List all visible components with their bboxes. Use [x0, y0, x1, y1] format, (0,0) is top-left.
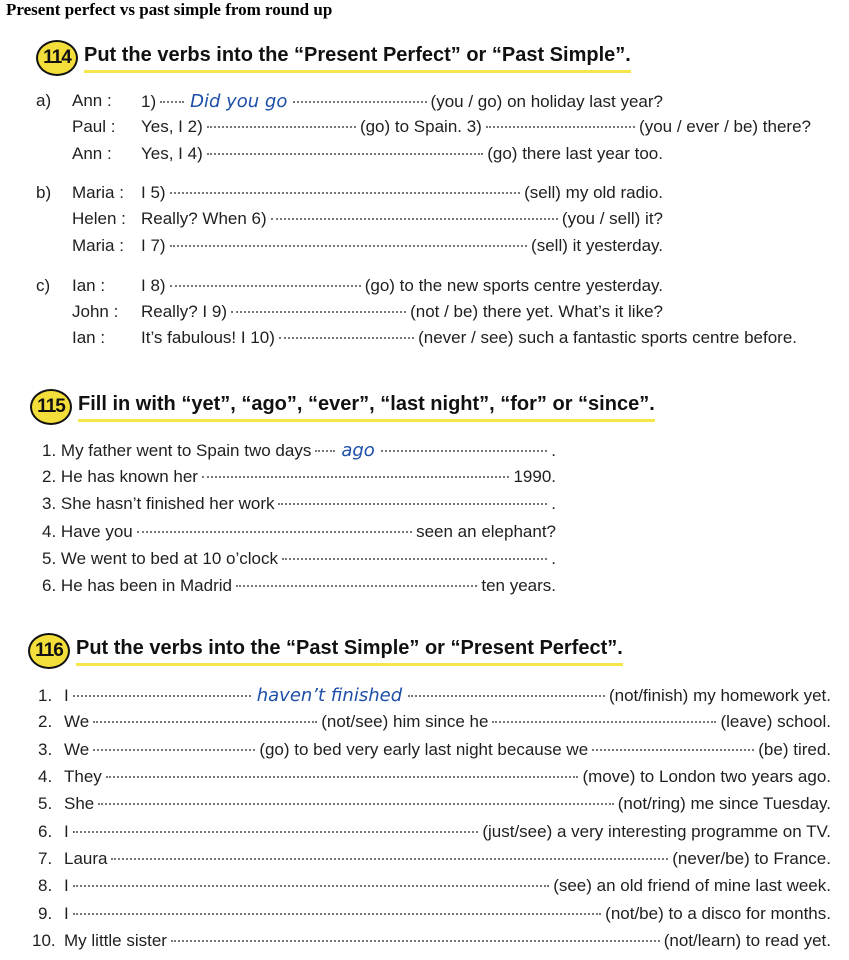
- item-text: She hasn’t finished her work: [60, 494, 275, 513]
- item-text: He has been in Madrid: [60, 576, 232, 595]
- line-text: (go) to Spain. 3): [359, 117, 482, 136]
- group-letter: c): [36, 276, 51, 295]
- item-text: He has known her: [60, 467, 198, 486]
- exercise-heading: Put the verbs into the “Past Simple” or “Present Perfect”.: [76, 637, 623, 666]
- answer-blank[interactable]: [271, 218, 558, 220]
- item-text: They: [64, 767, 102, 786]
- dialogue-line: [141, 328, 797, 348]
- answer-blank[interactable]: [207, 126, 356, 128]
- list-item: [42, 549, 556, 569]
- answer-blank[interactable]: [93, 721, 317, 723]
- item-number: 7.: [38, 849, 53, 868]
- line-text: (you / go) on holiday last year?: [430, 92, 663, 111]
- item-number: 4.: [42, 522, 57, 541]
- item-text: (not/learn) to read yet.: [663, 931, 831, 950]
- line-text: It’s fabulous! I 10): [141, 328, 275, 347]
- list-item: [42, 467, 556, 487]
- answer-blank[interactable]: [486, 126, 635, 128]
- list-item: [38, 794, 831, 814]
- line-text: I 8): [141, 276, 166, 295]
- answer-blank[interactable]: [170, 245, 527, 247]
- item-number: 5.: [42, 549, 57, 568]
- item-number: 10.: [32, 931, 56, 950]
- answer-blank[interactable]: [93, 749, 255, 751]
- speaker-label: Helen :: [72, 209, 126, 228]
- item-text: (go) to bed very early last night because we: [259, 740, 589, 759]
- item-number: 4.: [38, 767, 53, 786]
- item-text: (not/see) him since he: [321, 712, 489, 731]
- item-text: 1990.: [513, 467, 556, 486]
- line-text: Really? When 6): [141, 209, 267, 228]
- line-text: (you / ever / be) there?: [639, 117, 812, 136]
- answer-blank[interactable]: [73, 913, 601, 915]
- answer-blank[interactable]: [293, 101, 426, 103]
- dialogue-line: [141, 276, 663, 296]
- item-text: (leave) school.: [720, 712, 832, 731]
- answer-blank[interactable]: [236, 585, 477, 587]
- answer-blank[interactable]: [171, 940, 660, 942]
- exercise-114-header: [36, 40, 631, 76]
- line-text: (you / sell) it?: [561, 209, 663, 228]
- speaker-label: Ian :: [72, 328, 106, 347]
- answer-blank[interactable]: [202, 476, 510, 478]
- dialogue-line: [141, 144, 663, 164]
- answer-blank[interactable]: [592, 749, 754, 751]
- item-number: 8.: [38, 876, 53, 895]
- list-item: [38, 767, 831, 787]
- line-text: Yes, I 2): [141, 117, 203, 136]
- answer-blank[interactable]: [106, 776, 579, 778]
- dialogue-line: [141, 117, 811, 137]
- answer-blank[interactable]: [278, 503, 547, 505]
- item-text: We went to bed at 10 o’clock: [60, 549, 278, 568]
- exercise-number-badge: 115: [30, 389, 72, 425]
- speaker-label: John :: [72, 302, 119, 321]
- item-text: ten years.: [481, 576, 556, 595]
- answer-blank[interactable]: [73, 695, 251, 697]
- line-text: (go) to the new sports centre yesterday.: [364, 276, 663, 295]
- item-number: 1.: [42, 441, 57, 460]
- line-text: (go) there last year too.: [487, 144, 663, 163]
- item-text: (be) tired.: [758, 740, 832, 759]
- group-letter: b): [36, 183, 52, 202]
- item-text: Laura: [64, 849, 108, 868]
- exercise-heading: Put the verbs into the “Present Perfect” or “Past Simple”.: [84, 44, 631, 73]
- answer-blank[interactable]: [381, 450, 547, 452]
- speaker-label: Ann :: [72, 144, 112, 163]
- item-number: 3.: [38, 740, 53, 759]
- item-text: She: [64, 794, 95, 813]
- item-text: My father went to Spain two days: [60, 441, 312, 460]
- list-item: [38, 849, 831, 869]
- answer-blank[interactable]: [111, 858, 668, 860]
- item-number: 6.: [42, 576, 57, 595]
- item-text: (never/be) to France.: [672, 849, 831, 868]
- answer-blank[interactable]: [137, 531, 412, 533]
- item-text: (just/see) a very interesting programme on TV.: [482, 822, 831, 841]
- dialogue-line: [141, 183, 663, 203]
- item-text: I: [64, 822, 69, 841]
- filled-answer: haven’t finished: [256, 685, 403, 706]
- answer-blank[interactable]: [279, 337, 414, 339]
- item-number: 2.: [38, 712, 53, 731]
- exercise-heading: Fill in with “yet”, “ago”, “ever”, “last night”, “for” or “since”.: [78, 393, 655, 422]
- item-text: We: [64, 712, 90, 731]
- line-text: I 5): [141, 183, 166, 202]
- filled-answer: Did you go: [190, 91, 288, 112]
- item-text: .: [551, 494, 556, 513]
- line-text: (not / be) there yet. What’s it like?: [410, 302, 663, 321]
- answer-blank[interactable]: [73, 885, 549, 887]
- answer-blank[interactable]: [73, 831, 479, 833]
- item-text: We: [64, 740, 90, 759]
- answer-blank[interactable]: [408, 695, 605, 697]
- answer-blank[interactable]: [207, 153, 483, 155]
- line-text: (sell) it yesterday.: [531, 236, 663, 255]
- exercise-115-header: [30, 389, 655, 425]
- dialogue-line: [141, 236, 663, 256]
- line-text: 1): [141, 92, 157, 111]
- list-item: [42, 576, 556, 596]
- item-text: .: [551, 441, 556, 460]
- answer-blank[interactable]: [492, 721, 716, 723]
- list-item: [38, 740, 831, 760]
- line-text: Really? I 9): [141, 302, 227, 321]
- item-text: I: [64, 876, 69, 895]
- dialogue-line: [141, 302, 663, 322]
- line-text: (sell) my old radio.: [524, 183, 663, 202]
- speaker-label: Paul :: [72, 117, 116, 136]
- group-letter: a): [36, 91, 52, 110]
- item-text: Have you: [60, 522, 133, 541]
- item-text: (not/finish) my homework yet.: [608, 686, 831, 705]
- speaker-label: Maria :: [72, 236, 124, 255]
- line-text: (never / see) such a fantastic sports centre before.: [418, 328, 797, 347]
- list-item: [38, 904, 831, 924]
- item-text: I: [64, 686, 69, 705]
- item-text: (see) an old friend of mine last week.: [553, 876, 831, 895]
- list-item: [38, 712, 831, 732]
- item-text: seen an elephant?: [416, 522, 556, 541]
- item-text: My little sister: [64, 931, 167, 950]
- item-number: 2.: [42, 467, 57, 486]
- list-item: [42, 440, 556, 461]
- list-item: [32, 931, 831, 951]
- line-text: I 7): [141, 236, 166, 255]
- exercise-number-badge: 116: [28, 633, 70, 669]
- filled-answer: ago: [341, 440, 375, 461]
- item-number: 6.: [38, 822, 53, 841]
- dialogue-line: [141, 91, 663, 112]
- list-item: [42, 494, 556, 514]
- answer-blank[interactable]: [282, 558, 547, 560]
- item-number: 5.: [38, 794, 53, 813]
- answer-blank[interactable]: [170, 285, 361, 287]
- answer-blank[interactable]: [98, 803, 614, 805]
- item-number: 3.: [42, 494, 57, 513]
- item-text: (not/ring) me since Tuesday.: [617, 794, 831, 813]
- answer-blank[interactable]: [315, 450, 335, 452]
- list-item: [38, 876, 831, 896]
- list-item: [38, 822, 831, 842]
- item-text: .: [551, 549, 556, 568]
- item-number: 1.: [38, 686, 53, 705]
- answer-blank[interactable]: [231, 311, 406, 313]
- speaker-label: Maria :: [72, 183, 124, 202]
- speaker-label: Ann :: [72, 91, 112, 110]
- dialogue-line: [141, 209, 663, 229]
- item-text: (move) to London two years ago.: [582, 767, 831, 786]
- answer-blank[interactable]: [170, 192, 521, 194]
- list-item: [38, 685, 831, 706]
- exercise-116-header: [28, 633, 623, 669]
- item-text: I: [64, 904, 69, 923]
- item-text: (not/be) to a disco for months.: [605, 904, 831, 923]
- exercise-number-badge: 114: [36, 40, 78, 76]
- list-item: [42, 522, 556, 542]
- answer-blank[interactable]: [160, 101, 184, 103]
- page-title: Present perfect vs past simple from round up: [6, 0, 333, 19]
- speaker-label: Ian :: [72, 276, 106, 295]
- line-text: Yes, I 4): [141, 144, 203, 163]
- item-number: 9.: [38, 904, 53, 923]
